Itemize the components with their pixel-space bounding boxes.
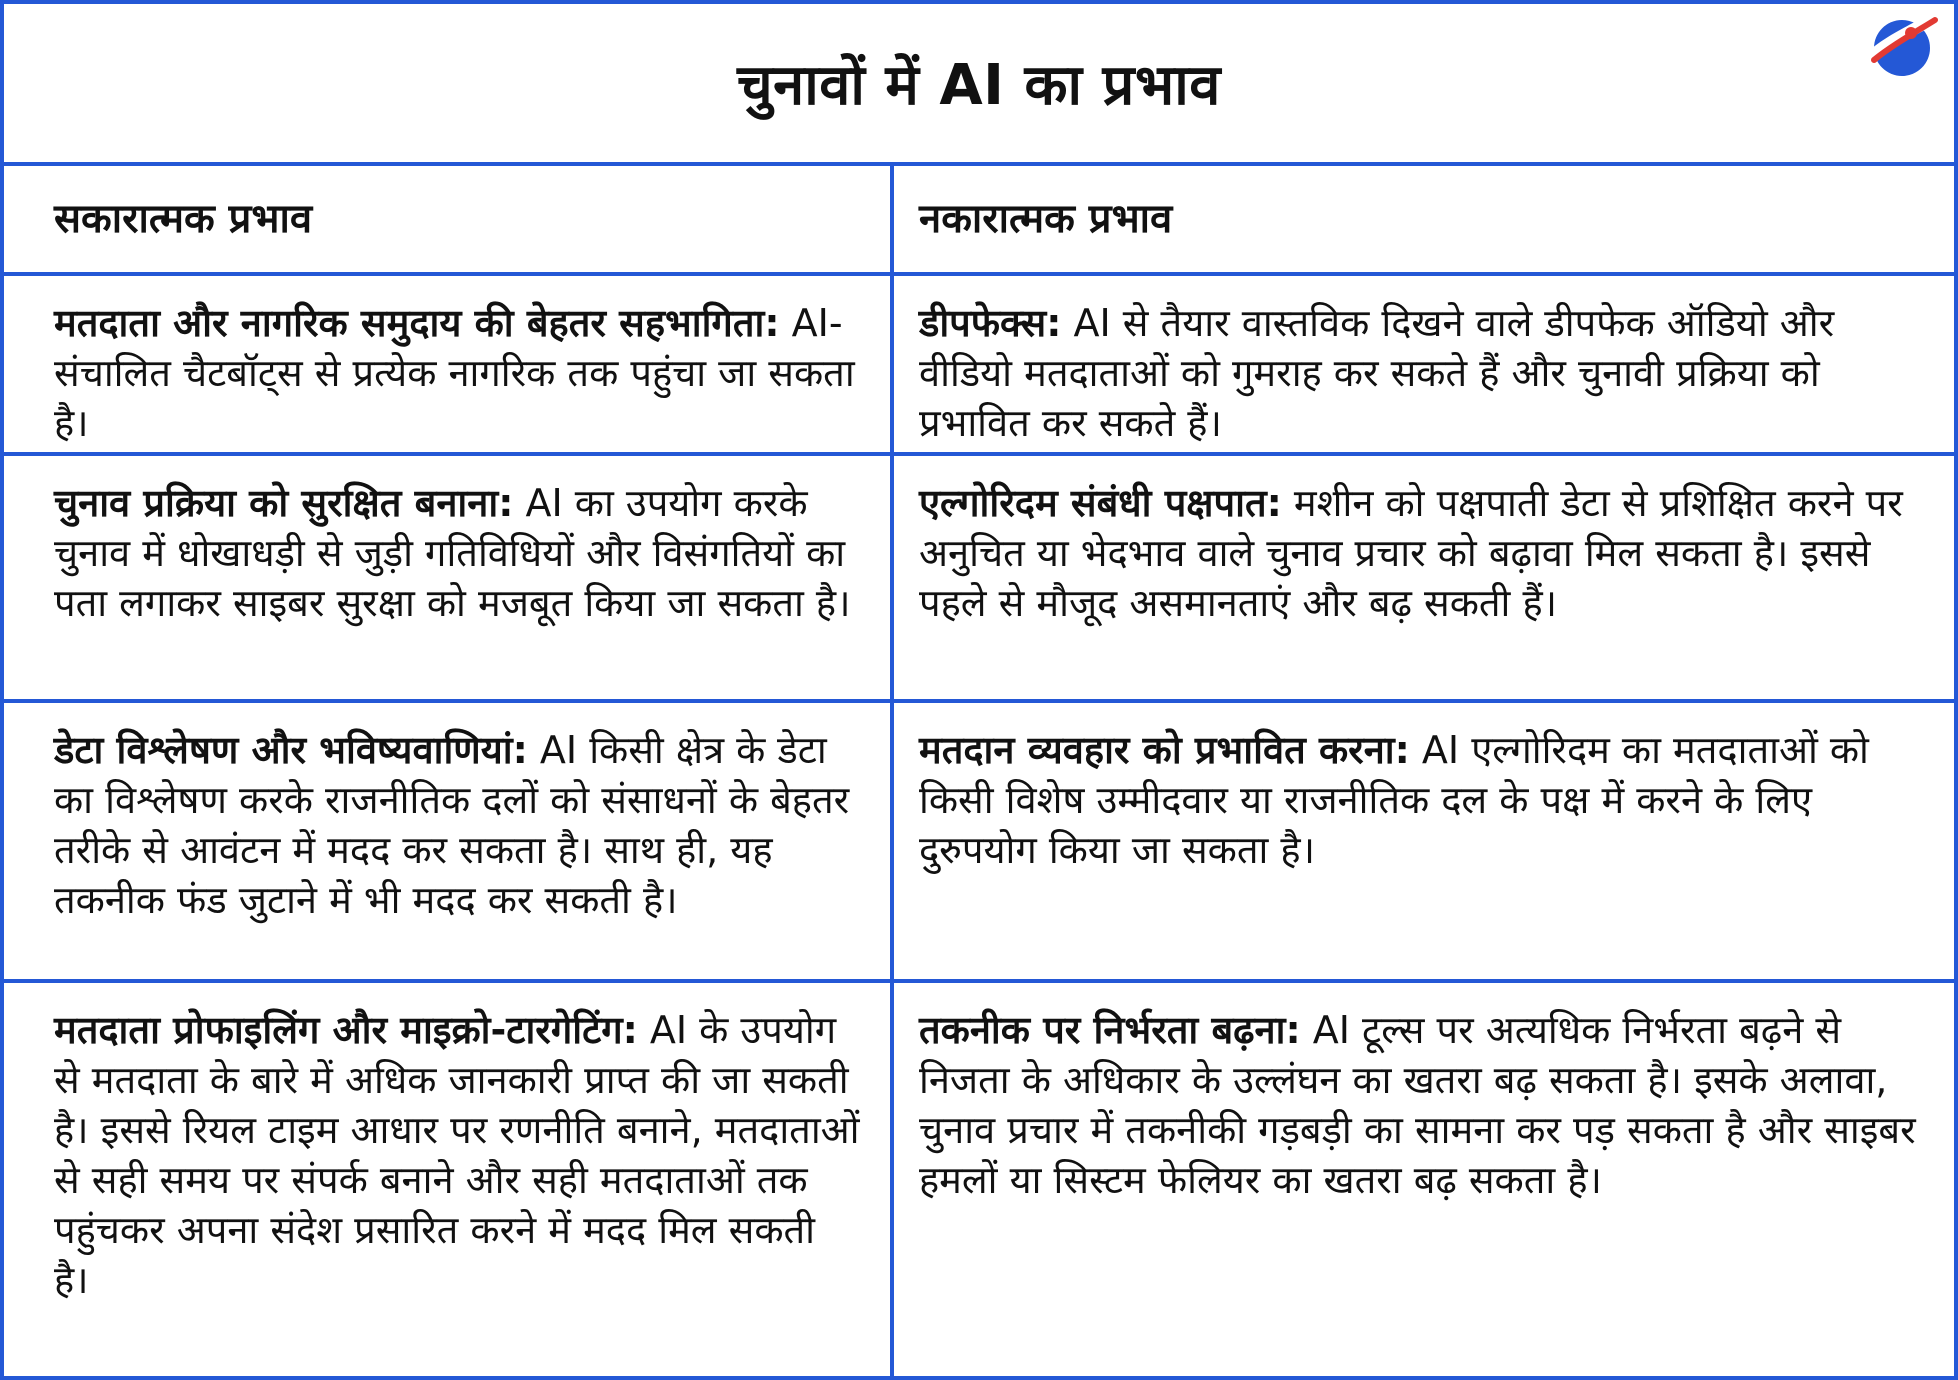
positive-effect-cell — [4, 456, 894, 703]
positive-effect-cell — [4, 276, 894, 456]
positive-effect-text: AI किसी क्षेत्र के डेटा का विश्लेषण करके राजनीतिक दलों को संसाधनों के बेहतर तरीके से आवंटन में मदद कर सकता है। साथ ही, यह तकनीक फंड जुटाने में भी मदद कर सकती है। — [54, 728, 850, 922]
positive-effect-heading: मतदाता और नागरिक समुदाय की बेहतर सहभागिता: — [54, 301, 780, 345]
positive-effect-cell — [4, 703, 894, 983]
positive-effect-text: AI का उपयोग करके चुनाव में धोखाधड़ी से जुड़ी गतिविधियों और विसंगतियों का पता लगाकर साइबर सुरक्षा को मजबूत किया जा सकता है। — [54, 481, 851, 625]
brand-logo-icon — [1862, 8, 1944, 84]
negative-effect-text: AI से तैयार वास्तविक दिखने वाले डीपफेक ऑडियो और वीडियो मतदाताओं को गुमराह कर सकते हैं और चुनावी प्रक्रिया को प्रभावित कर सकते हैं। — [919, 301, 1835, 445]
negative-effect-cell — [894, 983, 1954, 1376]
negative-effect-text: मशीन को पक्षपाती डेटा से प्रशिक्षित करने पर अनुचित या भेदभाव वाले चुनाव प्रचार को बढ़ावा मिल सकता है। इससे पहले से मौजूद असमानताएं और बढ़ सकती हैं। — [919, 481, 1903, 625]
negative-effect-cell — [894, 456, 1954, 703]
comparison-table — [4, 166, 1954, 1380]
positive-effect-cell — [4, 983, 894, 1376]
positive-effect-heading: चुनाव प्रक्रिया को सुरक्षित बनाना: — [54, 481, 514, 525]
negative-effect-cell — [894, 276, 1954, 456]
positive-effect-text: AI-संचालित चैटबॉट्स से प्रत्येक नागरिक तक पहुंचा जा सकता है। — [54, 301, 855, 445]
negative-effect-heading: मतदान व्यवहार को प्रभावित करना: — [919, 728, 1410, 772]
title-row — [4, 4, 1954, 166]
positive-effect-heading: डेटा विश्लेषण और भविष्यवाणियां: — [54, 728, 528, 772]
positive-column-header-label: सकारात्मक प्रभाव — [54, 196, 313, 242]
negative-effect-heading: एल्गोरिदम संबंधी पक्षपात: — [919, 481, 1282, 525]
negative-effect-text: AI टूल्स पर अत्यधिक निर्भरता बढ़ने से निजता के अधिकार के उल्लंघन का खतरा बढ़ सकता है। इसके अलावा, चुनाव प्रचार में तकनीकी गड़बड़ी का सामना कर पड़ सकता है और साइबर हमलों या सिस्टम फेलियर का खतरा बढ़ सकता है। — [919, 1008, 1916, 1202]
negative-effect-cell — [894, 703, 1954, 983]
negative-effect-heading: तकनीक पर निर्भरता बढ़ना: — [919, 1008, 1301, 1052]
negative-effect-heading: डीपफेक्स: — [919, 301, 1062, 345]
positive-column-header — [4, 166, 894, 276]
negative-column-header — [894, 166, 1954, 276]
positive-effect-text: AI के उपयोग से मतदाता के बारे में अधिक जानकारी प्राप्त की जा सकती है। इससे रियल टाइम आधार पर रणनीति बनाने, मतदाताओं से सही समय पर संपर्क बनाने और सही मतदाताओं तक पहुंचकर अपना संदेश प्रसारित करने में मदद मिल सकती है। — [54, 1008, 860, 1302]
logo-red-dot — [1905, 27, 1917, 39]
positive-effect-heading: मतदाता प्रोफाइलिंग और माइक्रो-टारगेटिंग: — [54, 1008, 638, 1052]
negative-column-header-label: नकारात्मक प्रभाव — [919, 196, 1173, 242]
negative-effect-text: AI एल्गोरिदम का मतदाताओं को किसी विशेष उम्मीदवार या राजनीतिक दल के पक्ष में करने के लिए दुरुपयोग किया जा सकता है। — [919, 728, 1869, 872]
page-title: चुनावों में AI का प्रभाव — [737, 53, 1221, 118]
